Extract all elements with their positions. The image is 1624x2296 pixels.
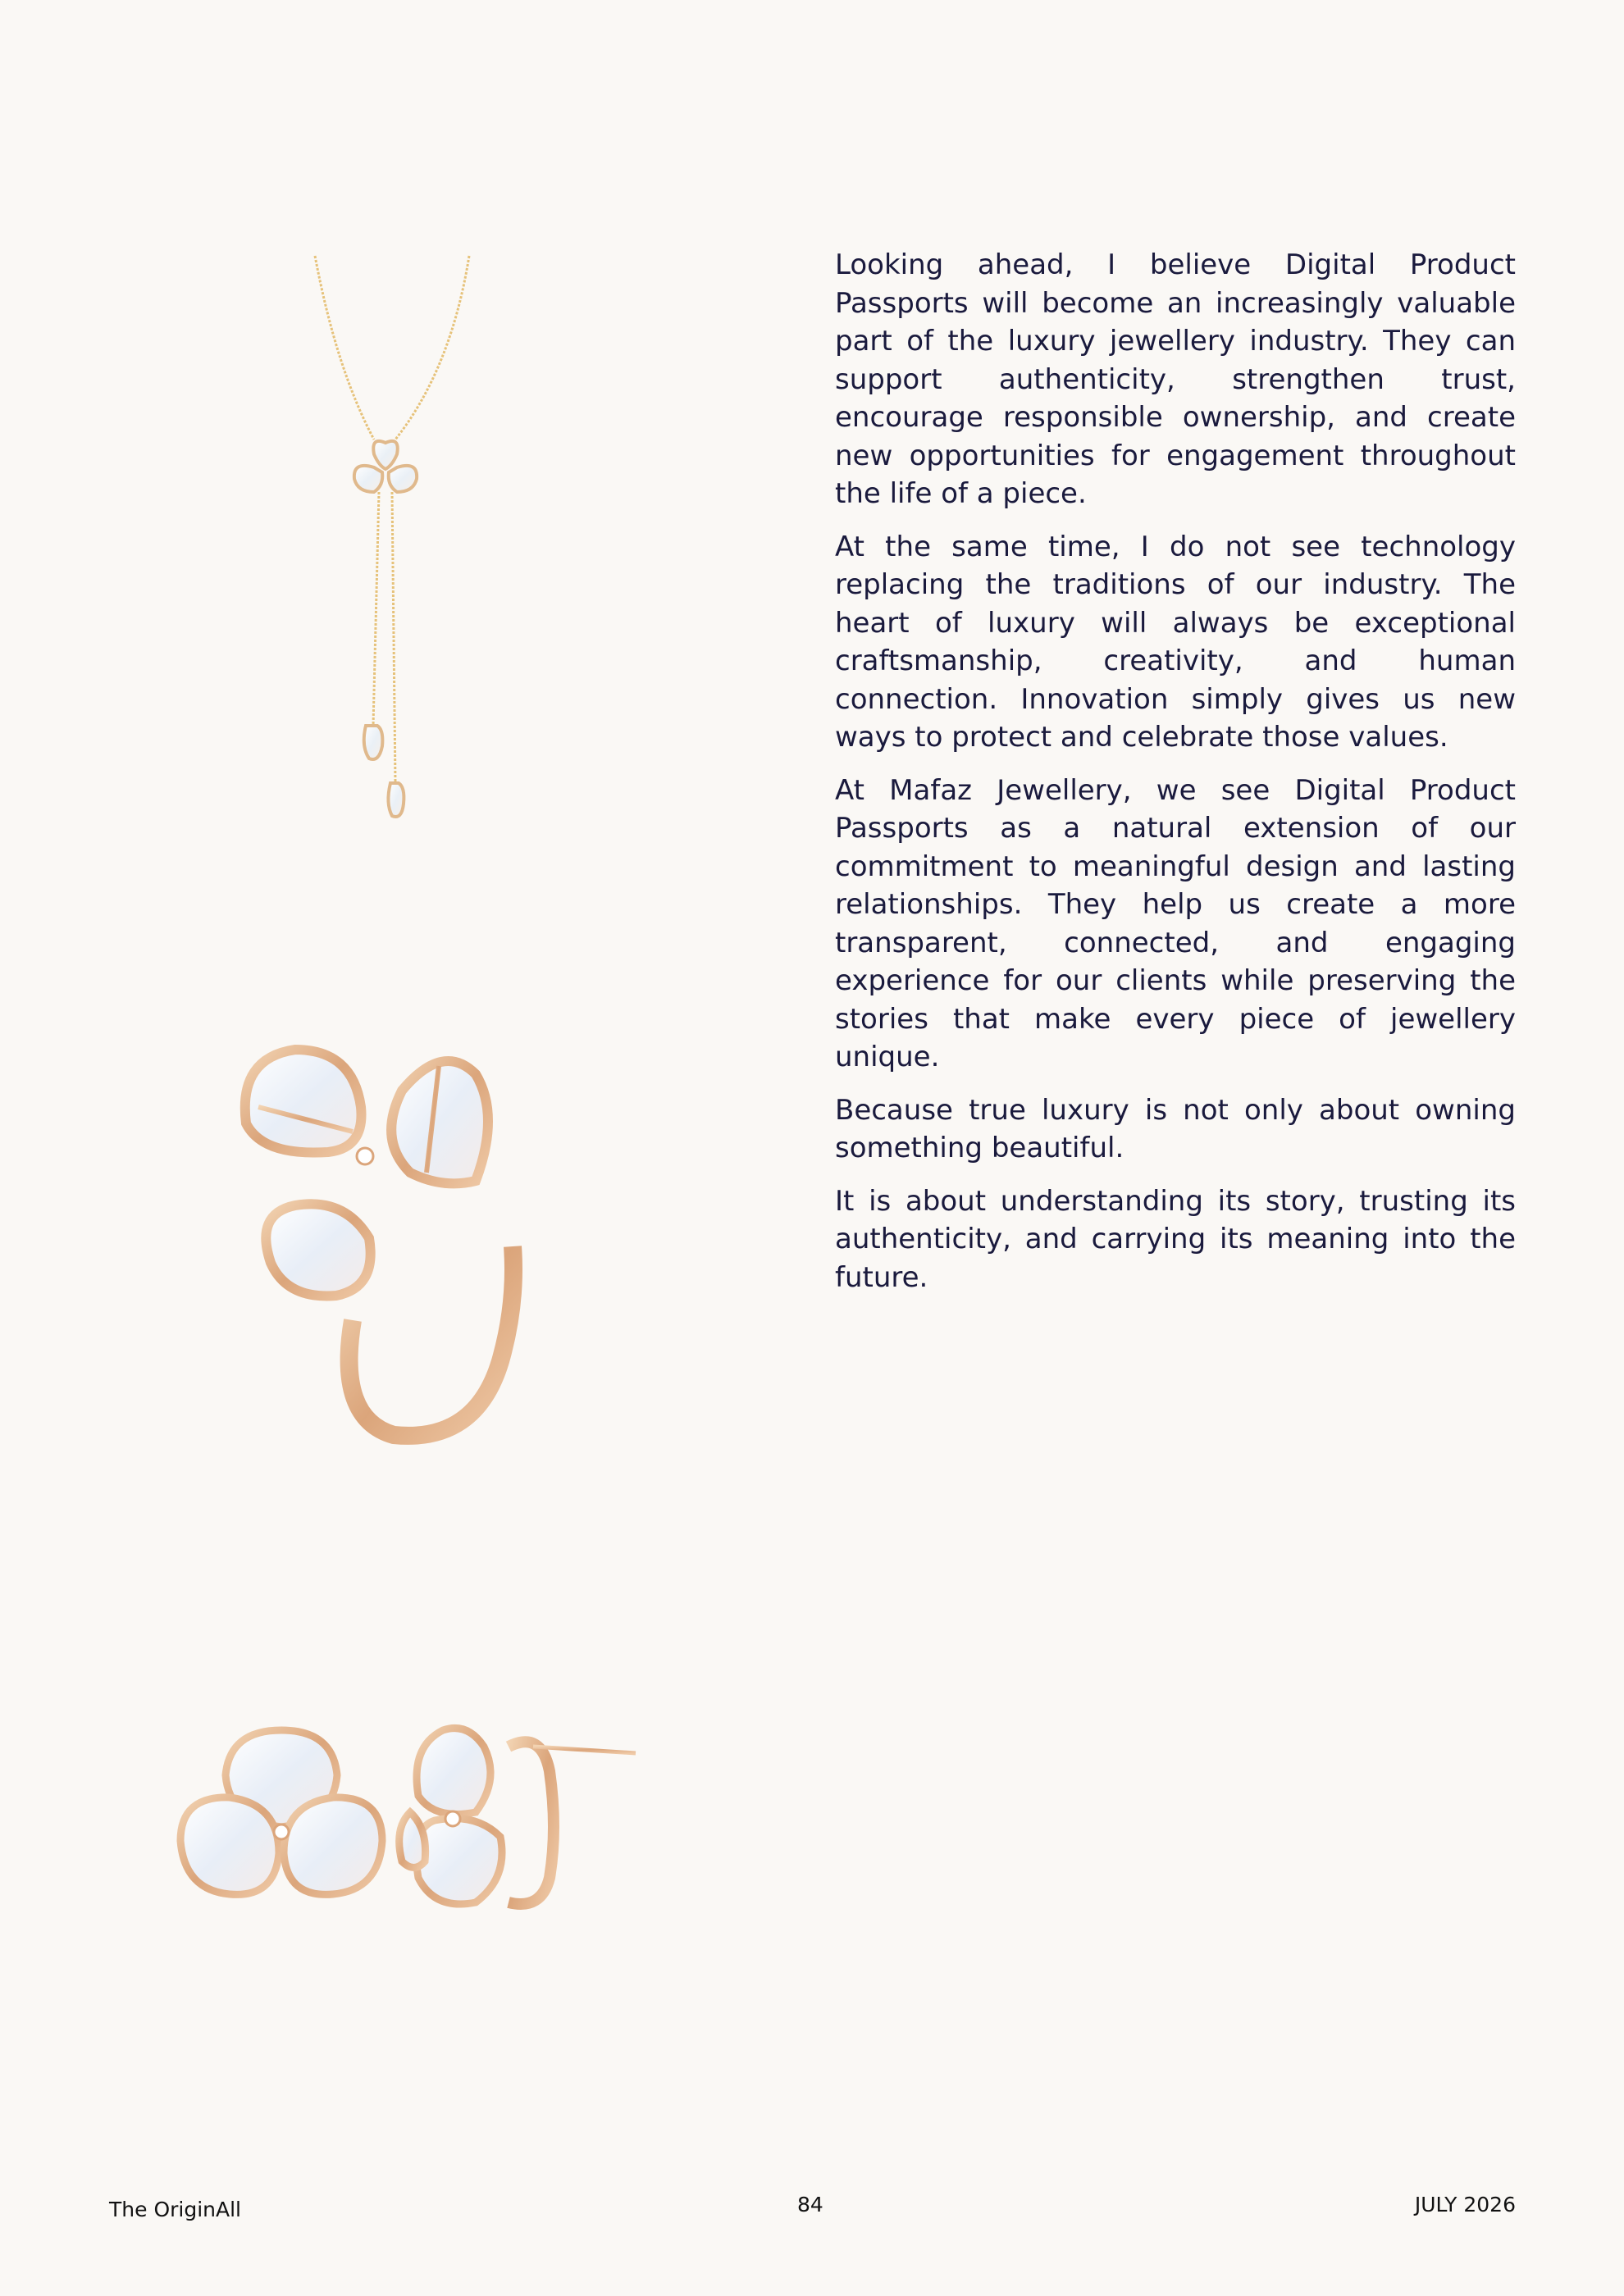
article-body: [835, 246, 1516, 1311]
necklace-image: [303, 246, 476, 836]
ring-image: [230, 1009, 558, 1451]
paragraph: At the same time, I do not see technology replacing the traditions of our industry. The heart of luxury will always be exceptional craftsmanship, creativity, and human connection. Innovation simply gives us new ways to protect and celebrate those values.: [835, 530, 1516, 754]
earrings-image: [164, 1697, 648, 1943]
paragraph: Looking ahead, I believe Digital Product Passports will become an increasingly valuable part of the luxury jewellery industry. They can support authenticity, strengthen trust, encourage responsible ownership, and create new opportunities for engagement throughout the life of a piece.: [835, 248, 1516, 510]
paragraph: Because true luxury is not only about owning something beautiful.: [835, 1093, 1516, 1164]
publication-name: The OriginAll: [109, 2198, 241, 2221]
paragraph: It is about understanding its story, trusting its authenticity, and carrying its meaning into the future.: [835, 1184, 1516, 1294]
issue-date: JULY 2026: [1414, 2193, 1516, 2216]
page-number: 84: [797, 2193, 823, 2216]
paragraph: At Mafaz Jewellery, we see Digital Product Passports as a natural extension of our commitment to meaningful design and lasting relationships. They help us create a more transparent, connected, and engaging experience for our clients while preserving the stories that make every piece of jewellery unique.: [835, 773, 1516, 1073]
